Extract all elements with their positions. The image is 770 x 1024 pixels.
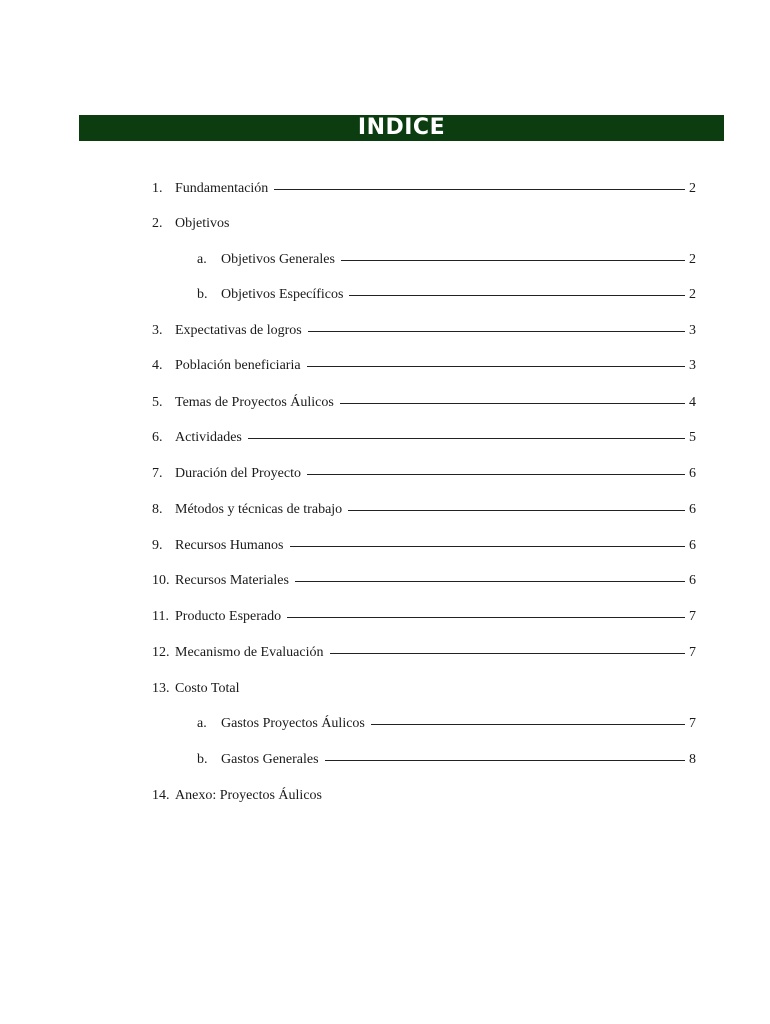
toc-entry-number: 1. [152, 181, 163, 196]
toc-entry-label: Fundamentación [175, 181, 269, 196]
toc-entry [152, 644, 696, 662]
toc-entry-label: Recursos Materiales [175, 573, 289, 588]
toc-entry-number: 9. [152, 538, 163, 553]
toc-entry-number: b. [197, 752, 208, 767]
toc-entry-number: 6. [152, 430, 163, 445]
toc-entry-page: 2 [689, 181, 696, 196]
toc-entry-number: a. [197, 252, 207, 267]
toc-entry [152, 680, 696, 698]
toc-leader-line [287, 617, 685, 618]
toc-entry-number: 7. [152, 466, 163, 481]
toc-entry-number: 4. [152, 358, 163, 373]
toc-leader-line [295, 581, 685, 582]
toc-leader-line [341, 260, 685, 261]
toc-leader-line [371, 724, 685, 725]
toc-entry-label: Métodos y técnicas de trabajo [175, 502, 343, 517]
toc-entry-number: a. [197, 716, 207, 731]
toc-entry-page: 6 [689, 466, 696, 481]
toc-entry-label: Producto Esperado [175, 609, 282, 624]
toc-entry-label: Temas de Proyectos Áulicos [175, 395, 334, 410]
toc-entry-number: 11. [152, 609, 169, 624]
toc-entry [152, 501, 696, 519]
toc-entry-label: Anexo: Proyectos Áulicos [175, 788, 322, 803]
toc-entry-page: 2 [689, 252, 696, 267]
toc-entry [152, 787, 696, 805]
toc-entry-page: 2 [689, 287, 696, 302]
toc-entry-label: Objetivos Específicos [221, 287, 344, 302]
toc-entry-label: Objetivos Generales [221, 252, 335, 267]
toc-leader-line [307, 474, 685, 475]
toc-leader-line [307, 366, 685, 367]
toc-leader-line [348, 510, 685, 511]
toc-entry-label: Mecanismo de Evaluación [175, 645, 324, 660]
toc-entry [152, 537, 696, 555]
toc-entry [152, 180, 696, 198]
toc-entry-number: 5. [152, 395, 163, 410]
toc-leader-line [330, 653, 685, 654]
toc-entry-number: 13. [152, 681, 170, 696]
toc-entry-label: Gastos Generales [221, 752, 319, 767]
toc-entry [197, 715, 696, 733]
toc-entry-number: 10. [152, 573, 170, 588]
toc-entry-page: 7 [689, 716, 696, 731]
toc-entry-number: 8. [152, 502, 163, 517]
toc-entry [197, 751, 696, 769]
toc-entry [197, 251, 696, 269]
toc-entry [152, 572, 696, 590]
toc-entry-label: Duración del Proyecto [175, 466, 301, 481]
toc-entry-number: b. [197, 287, 208, 302]
toc-entry-label: Costo Total [175, 681, 240, 696]
toc-entry [152, 322, 696, 340]
toc-entry-page: 7 [689, 609, 696, 624]
index-title: INDICE [357, 115, 446, 140]
toc-entry-label: Actividades [175, 430, 242, 445]
toc-leader-line [340, 403, 685, 404]
toc-leader-line [308, 331, 685, 332]
toc-entry-page: 6 [689, 538, 696, 553]
toc-leader-line [290, 546, 686, 547]
toc-entry-page: 4 [689, 395, 696, 410]
toc-entry [152, 429, 696, 447]
toc-entry-number: 12. [152, 645, 170, 660]
toc-entry-page: 7 [689, 645, 696, 660]
toc-entry [197, 286, 696, 304]
toc-entry [152, 394, 696, 412]
toc-entry-page: 3 [689, 358, 696, 373]
toc-entry [152, 608, 696, 626]
toc-entry [152, 465, 696, 483]
toc-entry-page: 5 [689, 430, 696, 445]
toc-entry-page: 6 [689, 573, 696, 588]
toc-entry-label: Objetivos [175, 216, 230, 231]
toc-entry-label: Población beneficiaria [175, 358, 301, 373]
toc-entry-label: Recursos Humanos [175, 538, 284, 553]
toc-leader-line [274, 189, 685, 190]
toc-entry-page: 3 [689, 323, 696, 338]
toc-entry-label: Expectativas de logros [175, 323, 302, 338]
toc-leader-line [248, 438, 685, 439]
toc-entry-number: 14. [152, 788, 170, 803]
toc-entry-label: Gastos Proyectos Áulicos [221, 716, 365, 731]
toc-entry [152, 357, 696, 375]
toc-leader-line [325, 760, 685, 761]
toc-entry [152, 215, 696, 233]
toc-entry-number: 2. [152, 216, 163, 231]
toc-leader-line [349, 295, 685, 296]
toc-entry-page: 8 [689, 752, 696, 767]
toc-entry-page: 6 [689, 502, 696, 517]
toc-entry-number: 3. [152, 323, 163, 338]
